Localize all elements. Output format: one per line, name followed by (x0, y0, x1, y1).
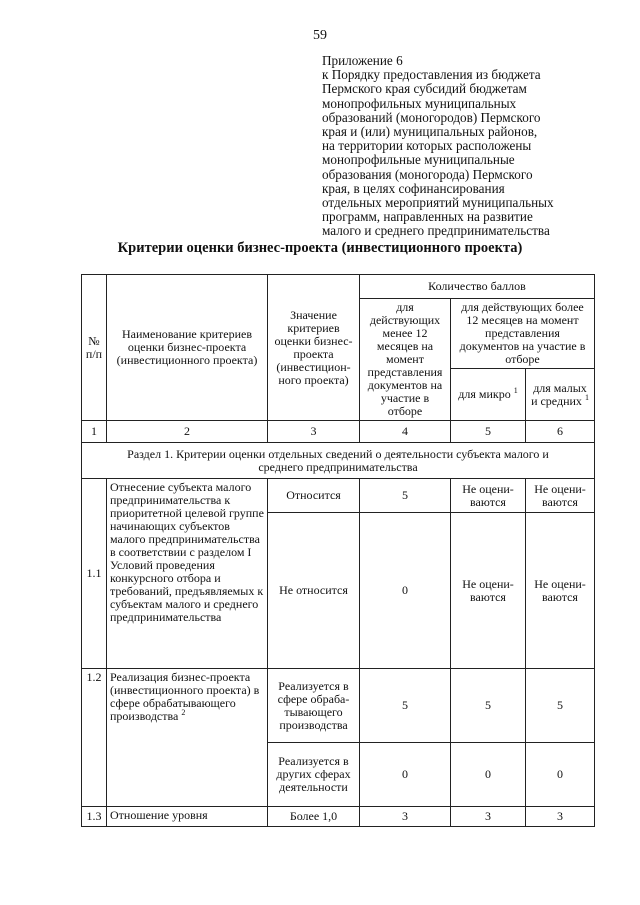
points-cell: 3 (451, 807, 526, 827)
criterion-value: Относится (268, 479, 360, 513)
row-num: 1.1 (82, 479, 107, 669)
appendix-line: отдельных мероприятий муниципальных (322, 195, 554, 211)
points-cell: Не оцени-ваются (526, 513, 595, 669)
points-cell: 0 (360, 743, 451, 807)
appendix-line: образования (моногорода) Пермского (322, 166, 533, 182)
points-cell: 5 (360, 479, 451, 513)
points-cell: 3 (360, 807, 451, 827)
col-number: 5 (451, 421, 526, 443)
header-num: № п/п (82, 275, 107, 421)
appendix-line: образований (моногородов) Пермского (322, 109, 541, 125)
appendix-line: программ, направленных на развитие (322, 209, 533, 225)
appendix-line: края, в целях софинансирования (322, 180, 505, 196)
section-header: Раздел 1. Критерии оценки отдельных сведений о деятельности субъекта малого и среднего предпринимательства (82, 443, 595, 479)
appendix-line: монопрофильных муниципальных (322, 95, 517, 111)
page-number: 59 (313, 28, 327, 43)
points-cell: 0 (526, 743, 595, 807)
col-number: 3 (268, 421, 360, 443)
appendix-line: края и (или) муниципальных районов, (322, 124, 538, 140)
points-cell: 3 (526, 807, 595, 827)
criterion-value: Более 1,0 (268, 807, 360, 827)
header-more-12-months: для действующих более 12 месяцев на момент представления документов на участие в отборе (451, 299, 595, 369)
points-cell: 5 (526, 669, 595, 743)
points-cell: Не оцени-ваются (451, 479, 526, 513)
appendix-note (322, 54, 622, 239)
header-points: Количество баллов (360, 275, 595, 299)
criterion-name: Отношение уровня (107, 807, 268, 827)
appendix-line: монопрофильные муниципальные (322, 152, 515, 168)
points-cell: Не оцени-ваются (526, 479, 595, 513)
criterion-value: Не относится (268, 513, 360, 669)
appendix-line: на территории которых расположены (322, 138, 532, 154)
row-num: 1.3 (82, 807, 107, 827)
appendix-line: Приложение 6 (322, 53, 403, 68)
points-cell: 0 (360, 513, 451, 669)
col-number: 2 (107, 421, 268, 443)
criterion-value: Реализуется в сфере обраба-тывающего производства (268, 669, 360, 743)
points-cell: Не оцени-ваются (451, 513, 526, 669)
header-criteria-name: Наименование критериев оценки бизнес-проекта (инвестиционного проекта) (107, 275, 268, 421)
header-less-12-months: для действующих менее 12 месяцев на момент представления документов на участие в отборе (360, 299, 451, 421)
appendix-line: Пермского края субсидий бюджетам (322, 81, 527, 97)
criteria-table (81, 274, 595, 827)
col-number: 6 (526, 421, 595, 443)
col-number: 1 (82, 421, 107, 443)
points-cell: 0 (451, 743, 526, 807)
criterion-name: Отнесение субъекта малого предпринимательства к приоритетной целевой группе начинающих субъектов малого предпринимательства в соответствии с разделом I Условий проведения конкурсного отбора и требований, предъявляемых к субъектам малого и среднего предпринимательства (107, 479, 268, 669)
criterion-name: Реализация бизнес-проекта (инвестиционного проекта) в сфере обрабатывающего производства $^2$ (107, 669, 268, 807)
criterion-value: Реализуется в других сферах деятельности (268, 743, 360, 807)
points-cell: 5 (360, 669, 451, 743)
header-small-medium: для малых и средних $^1$ (526, 369, 595, 421)
header-criteria-value: Значение критериев оценки бизнес-проекта (инвестицион-ного проекта) (268, 275, 360, 421)
appendix-line: малого и среднего предпринимательства (322, 223, 550, 239)
document-title: Критерии оценки бизнес-проекта (инвестиционного проекта) (117, 240, 523, 256)
appendix-line: к Порядку предоставления из бюджета (322, 67, 541, 83)
points-cell: 5 (451, 669, 526, 743)
header-micro: для микро $^1$ (451, 369, 526, 421)
row-num: 1.2 (82, 669, 107, 807)
col-number: 4 (360, 421, 451, 443)
